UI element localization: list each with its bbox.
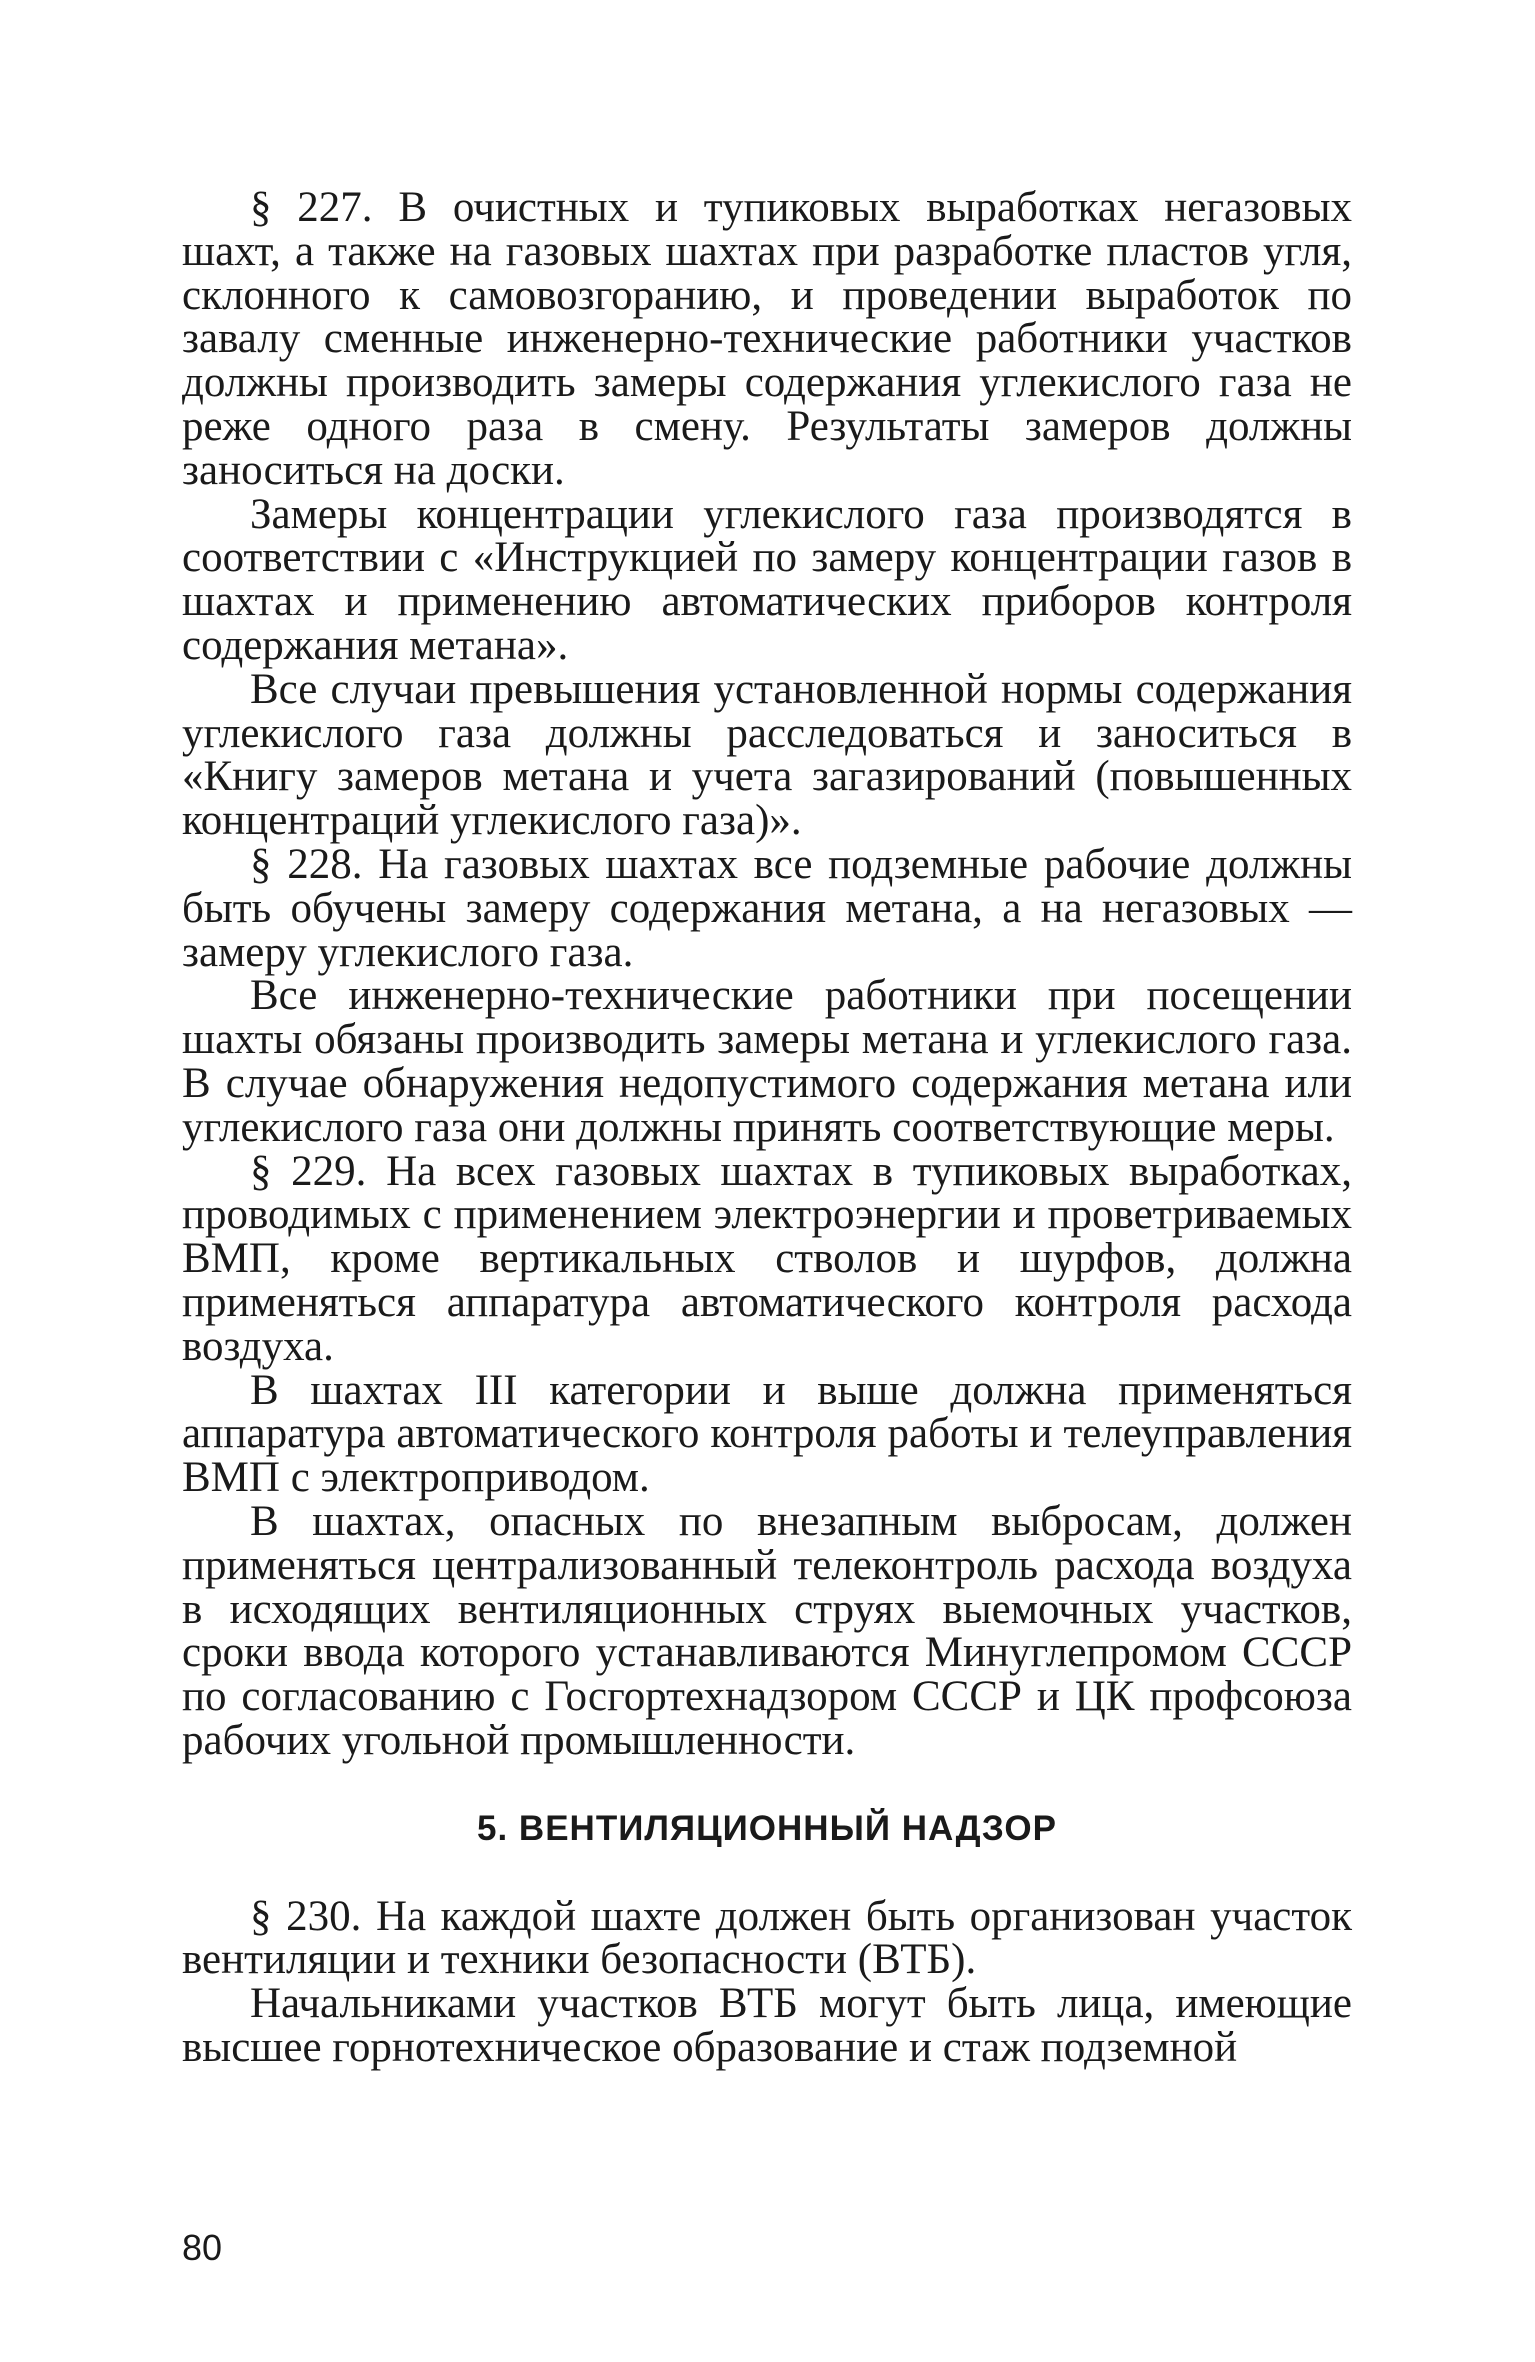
paragraph-engineers-measurements: Все инженерно-технические работники при посещении шахты обязаны производить замеры метана и углекислого газа. В случае обнаружения недопустимого содержания метана или углекислого газа они должны принять соответствующие меры. xyxy=(182,972,1352,1151)
body-text xyxy=(182,186,1352,2070)
page-number: 80 xyxy=(182,2227,223,2268)
paragraph-category-three: В шахтах III категории и выше должна применяться аппаратура автоматического контроля работы и телеуправления ВМП с электроприводом. xyxy=(182,1366,1352,1502)
paragraph-co2-measurement: Замеры концентрации углекислого газа производятся в соответствии с «Инструкцией по замеру концентрации газов в шахтах и применению автоматических приборов контроля содержания метана». xyxy=(182,490,1352,669)
paragraph-230: § 230. На каждой шахте должен быть организован участок вентиляции и техники безопасности (ВТБ). xyxy=(182,1892,1352,1984)
paragraph-229: § 229. На всех газовых шахтах в тупиковых выработках, проводимых с применением электроэнергии и проветриваемых ВМП, кроме вертикальных стволов и шурфов, должна применяться аппаратура автоматического контроля расхода воздуха. xyxy=(182,1147,1352,1370)
paragraph-vtb-heads: Начальниками участков ВТБ могут быть лица, имеющие высшее горнотехническое образование и стаж подземной xyxy=(182,1980,1352,2072)
paragraph-outburst-mines: В шахтах, опасных по внезапным выбросам, должен применяться централизованный телеконтроль расхода воздуха в исходящих вентиляционных струях выемочных участков, сроки ввода которого устанавливаются Минуглепромом СССР по согласованию с Госгортехнадзором СССР и ЦК профсоюза рабочих угольной промышленности. xyxy=(182,1497,1352,1764)
paragraph-co2-violations: Все случаи превышения установленной нормы содержания углекислого газа должны расследоваться и заноситься в «Книгу замеров метана и учета загазирований (повышенных концентраций углекислого газа)». xyxy=(182,665,1352,845)
paragraph-227: § 227. В очистных и тупиковых выработках негазовых шахт, а также на газовых шахтах при разработке пластов угля, склонного к самовозгоранию, и проведении выработок по завалу сменные инженерно-технические работники участков должны производить замеры содержания углекислого газа не реже одного раза в смену. Результаты замеров должны заноситься на доски. xyxy=(182,184,1352,494)
paragraph-228: § 228. На газовых шахтах все подземные рабочие должны быть обучены замеру содержания метана, а на негазовых — замеру углекислого газа. xyxy=(182,840,1352,976)
section-heading: 5. ВЕНТИЛЯЦИОННЫЙ НАДЗОР xyxy=(477,1808,1057,1848)
